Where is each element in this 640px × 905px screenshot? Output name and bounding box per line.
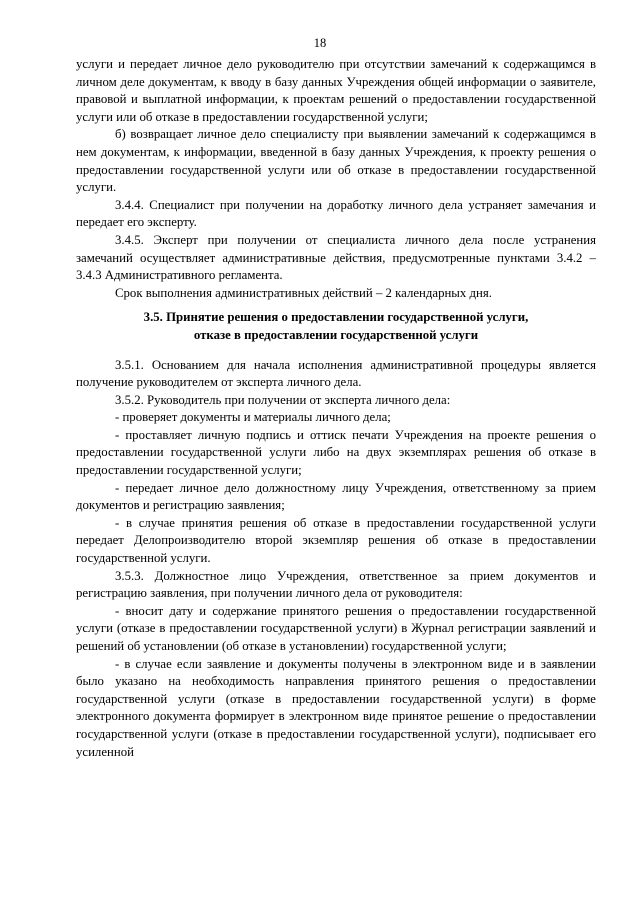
document-body (76, 56, 596, 761)
list-item-refusal-copy: - в случае принятия решения об отказе в предоставлении государственной услуги передает Делопроизводителю второй экземпляр решения об отказе в предоставлении государственной услуги. (76, 515, 596, 566)
paragraph-3-4-4: 3.4.4. Специалист при получении на доработку личного дела устраняет замечания и передает его эксперту. (76, 197, 596, 230)
paragraph-3-5-3: 3.5.3. Должностное лицо Учреждения, ответственное за прием документов и регистрацию заявления, при получении личного дела от руководителя: (76, 568, 596, 601)
paragraph-2: б) возвращает личное дело специалисту при выявлении замечаний к содержащимся в нем документам, к информации, введенной в базу данных Учреждения, к проекту решения о предоставлении государственной услуги или об отказе в предоставлении государственной услуги. (76, 127, 596, 195)
paragraph-3-5-1: 3.5.1. Основанием для начала исполнения административной процедуры является получение руководителем от эксперта личного дела. (76, 357, 596, 390)
list-item-journal-entry: - вносит дату и содержание принятого решения о предоставлении государственной услуги (отказе в предоставлении государственной услуги) в Журнал регистрации заявлений и решений об установлении (об отказе в установлении) государственной услуги; (76, 603, 596, 653)
paragraph-1: услуги и передает личное дело руководителю при отсутствии замечаний к содержащимся в личном деле документам, к вводу в базу данных Учреждения общей информации о заявителе, правовой и выплатной информации, к проектам решений о предоставлении государственной услуги или об отказе в предоставлении государственной услуги; (76, 57, 596, 124)
section-heading-line-1: 3.5. Принятие решения о предоставлении государственной услуги, (143, 310, 529, 325)
page-number: 18 (313, 36, 327, 50)
list-item-electronic-decision: - в случае если заявление и документы получены в электронном виде и в заявлении было указано на необходимость направления принятого решения о предоставлении государственной услуги (отказе в предоставлении государственной услуги) в форме электронного документа формирует в электронном виде принятое решение о предоставлении государственной услуги (отказе в предоставлении государственной услуги), подписывает его усиленной (76, 656, 596, 759)
list-item-sign-and-stamp: - проставляет личную подпись и оттиск печати Учреждения на проекте решения о предоставлении государственной услуги либо на двух экземплярах решения об отказе в предоставлении государственной услуги; (76, 427, 596, 478)
paragraph-3-4-5: 3.4.5. Эксперт при получении от специалиста личного дела после устранения замечаний осуществляет административные действия, предусмотренные пунктами 3.4.2 – 3.4.3 Административного регламента. (76, 232, 596, 283)
list-item-check-documents: - проверяет документы и материалы личного дела; (115, 410, 391, 425)
list-item-transfer-file: - передает личное дело должностному лицу Учреждения, ответственному за прием документов и регистрацию заявления; (76, 480, 596, 513)
section-heading (76, 309, 596, 344)
section-heading-line-2: отказе в предоставлении государственной услуги (193, 327, 479, 342)
paragraph-deadline: Срок выполнения административных действий – 2 календарных дня. (115, 285, 492, 300)
paragraph-3-5-2: 3.5.2. Руководитель при получении от эксперта личного дела: (115, 392, 451, 407)
